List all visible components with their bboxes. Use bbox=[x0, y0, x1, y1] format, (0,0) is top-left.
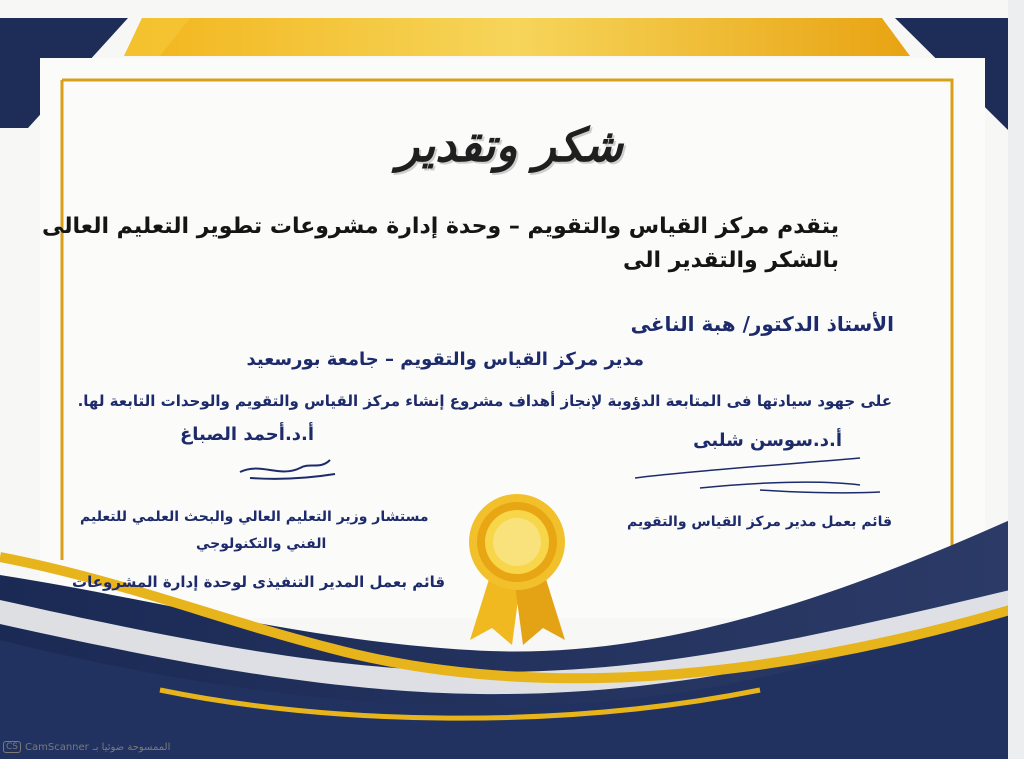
top-gold-band bbox=[124, 18, 910, 56]
intro-text bbox=[42, 210, 839, 278]
intro-line-1: يتقدم مركز القياس والتقويم – وحدة إدارة مشروعات تطوير التعليم العالى bbox=[42, 214, 839, 239]
recipient-position: مدير مركز القياس والتقويم – جامعة بورسعيد bbox=[246, 349, 644, 370]
scanner-watermark bbox=[3, 741, 170, 753]
body-text: على جهود سيادتها فى المتابعة الدؤوبة لإنجاز أهداف مشروع إنشاء مركز القياس والتقويم والوحدات التابعة لها. bbox=[77, 392, 892, 410]
certificate-title: شكر وتقدير bbox=[397, 118, 623, 172]
intro-line-2: بالشكر والتقدير الى bbox=[623, 248, 839, 273]
award-rosette-icon bbox=[469, 494, 565, 645]
signatory-right-title: قائم بعمل مدير مركز القياس والتقويم bbox=[626, 514, 892, 530]
recipient-name: الأستاذ الدكتور/ هبة الناغى bbox=[630, 312, 894, 336]
signatory-left-title-line-1: مستشار وزير التعليم العالي والبحث العلمي للتعليم bbox=[80, 509, 429, 525]
signatory-left-title-line-3: قائم بعمل المدير التنفيذى لوحدة إدارة المشروعات bbox=[72, 573, 446, 591]
signatory-left-name: أ.د.أحمد الصباغ bbox=[180, 424, 315, 445]
signatory-right-name: أ.د.سوسن شلبى bbox=[693, 430, 842, 451]
camscanner-badge: CS bbox=[3, 741, 21, 753]
signatory-left-title-line-2: الفني والتكنولوجي bbox=[196, 536, 327, 552]
camscanner-app-name: CamScanner bbox=[25, 741, 89, 753]
camscanner-text: الممسوحة ضوئيا بـ bbox=[92, 741, 171, 753]
